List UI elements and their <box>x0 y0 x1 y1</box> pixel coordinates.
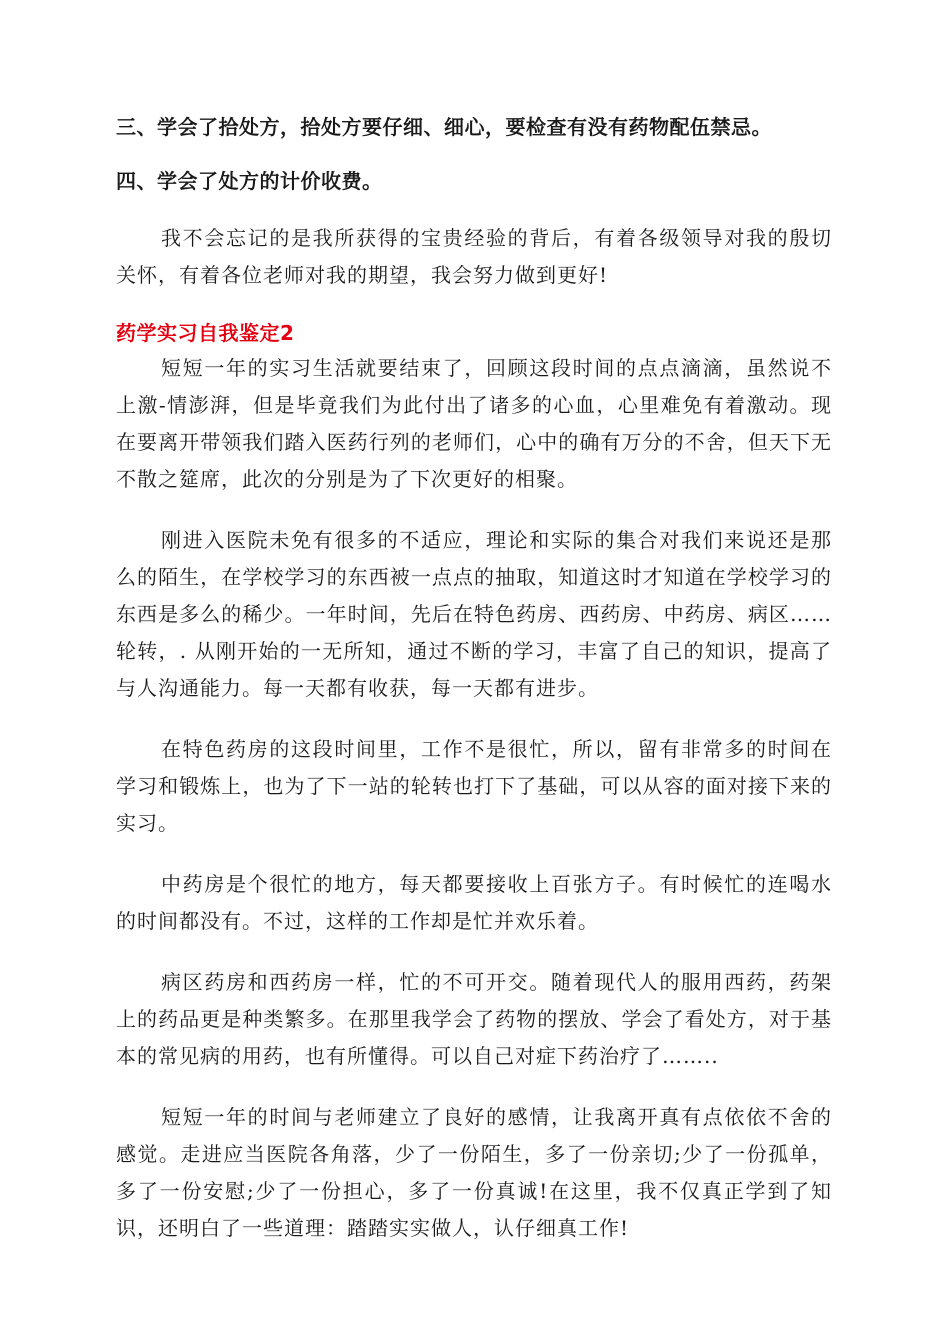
body-paragraph: 短短一年的时间与老师建立了良好的感情，让我离开真有点依依不舍的感觉。走进应当医院各角落，少了一份陌生，多了一份亲切;少了一份孤单，多了一份安慰;少了一份担心，多了一份真诚!在这里，我不仅真正学到了知识，还明白了一些道理：踏踏实实做人，认仔细真工作! <box>116 1105 832 1240</box>
body-paragraph: 中药房是个很忙的地方，每天都要接收上百张方子。有时候忙的连喝水的时间都没有。不过，这样的工作却是忙并欢乐着。 <box>116 872 832 933</box>
body-paragraph: 短短一年的实习生活就要结束了，回顾这段时间的点点滴滴，虽然说不上激-情澎湃，但是毕竟我们为此付出了诸多的心血，心里难免有着激动。现在要离开带领我们踏入医药行列的老师们，心中的确有万分的不舍，但天下无不散之筵席，此次的分别是为了下次更好的相聚。 <box>116 356 832 491</box>
list-item-4: 四、学会了处方的计价收费。 <box>116 169 383 193</box>
body-paragraph: 病区药房和西药房一样，忙的不可开交。随着现代人的服用西药，药架上的药品更是种类繁多。在那里我学会了药物的摆放、学会了看处方，对于基本的常见病的用药，也有所懂得。可以自己对症下药治疗了…….. <box>116 970 832 1068</box>
body-paragraph: 在特色药房的这段时间里，工作不是很忙，所以，留有非常多的时间在学习和锻炼上，也为了下一站的轮转也打下了基础，可以从容的面对接下来的实习。 <box>116 737 832 835</box>
list-item-3: 三、学会了拾处方，拾处方要仔细、细心，要检查有没有药物配伍禁忌。 <box>116 115 772 139</box>
document-content <box>116 112 832 1271</box>
body-paragraph: 刚进入医院未免有很多的不适应，理论和实际的集合对我们来说还是那么的陌生，在学校学习的东西被一点点的抽取，知道这时才知道在学校学习的东西是多么的稀少。一年时间，先后在特色药房、西药房、中药房、病区……轮转，. 从刚开始的一无所知，通过不断的学习，丰富了自己的知识，提高了与人沟通能力。每一天都有收获，每一天都有进步。 <box>116 528 832 700</box>
intro-paragraph: 我不会忘记的是我所获得的宝贵经验的背后，有着各级领导对我的殷切关怀，有着各位老师对我的期望，我会努力做到更好! <box>116 226 832 287</box>
section-heading: 药学实习自我鉴定2 <box>116 321 295 345</box>
